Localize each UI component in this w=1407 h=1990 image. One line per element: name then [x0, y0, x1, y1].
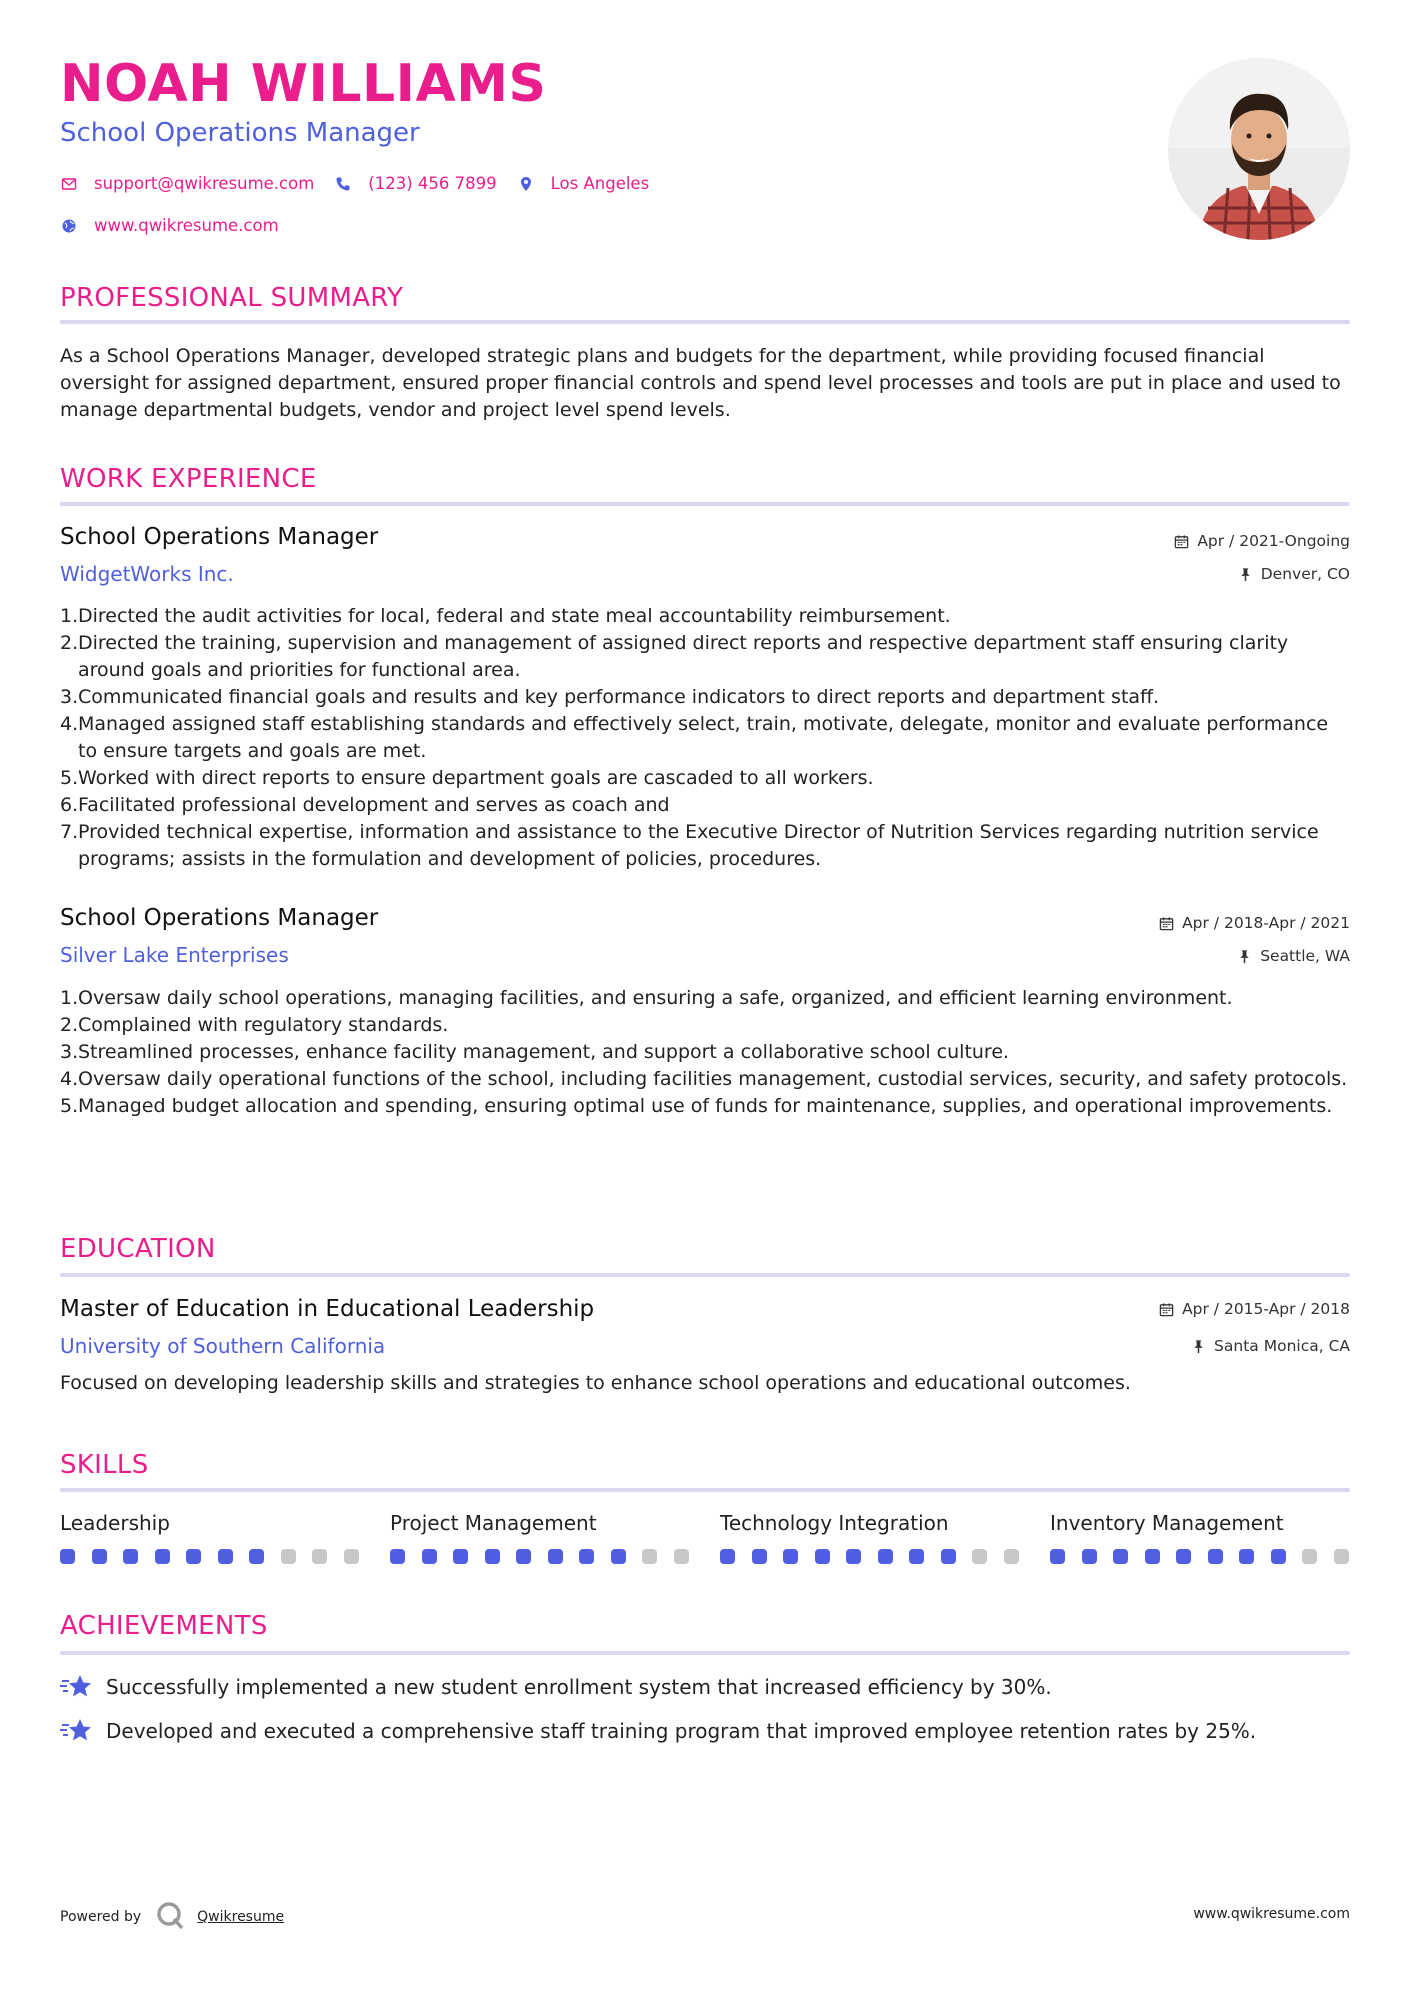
list-item: 5. Worked with direct reports to ensure department goals are cascaded to all workers.	[60, 767, 874, 789]
list-item: 1. Directed the audit activities for local, federal and state meal accountability reimbursement.	[60, 605, 951, 627]
rating-dot-filled	[123, 1549, 138, 1564]
pushpin-icon	[1191, 1339, 1206, 1354]
achievements-heading: ACHIEVEMENTS	[60, 1611, 268, 1641]
rating-dot-filled	[218, 1549, 233, 1564]
powered-by-label: Powered by	[60, 1909, 142, 1925]
job-2-title: School Operations Manager	[60, 905, 379, 931]
skill-1-label: Leadership	[60, 1511, 170, 1535]
pushpin-icon	[1238, 567, 1253, 582]
brand-link[interactable]: Qwikresume	[197, 1909, 285, 1925]
list-item: 3. Streamlined processes, enhance facility management, and support a collaborative school culture.	[60, 1041, 1010, 1063]
list-item: 6. Facilitated professional development and serves as coach and	[60, 794, 670, 816]
rating-dot-filled	[1176, 1549, 1191, 1564]
rating-dot-filled	[815, 1549, 830, 1564]
candidate-name: NOAH WILLIAMS	[60, 54, 547, 114]
rating-dot-filled	[548, 1549, 563, 1564]
skill-3-label: Technology Integration	[720, 1511, 949, 1535]
star-award-icon	[60, 1673, 92, 1701]
list-item: 3. Communicated financial goals and results and key performance indicators to direct reports and department staff.	[60, 686, 1160, 708]
education-dates-text: Apr / 2015-Apr / 2018	[1182, 1300, 1350, 1318]
contact-row-2	[60, 216, 279, 235]
rating-dot-filled	[60, 1549, 75, 1564]
achievement-2-text: Developed and executed a comprehensive staff training program that improved employee retention rates by 25%.	[106, 1719, 1257, 1743]
rating-dot-filled	[752, 1549, 767, 1564]
rating-dot-filled	[422, 1549, 437, 1564]
rating-dot-empty	[344, 1549, 359, 1564]
job-1-company: WidgetWorks Inc.	[60, 562, 234, 586]
rating-dot-filled	[909, 1549, 924, 1564]
list-item: 1. Oversaw daily school operations, managing facilities, and ensuring a safe, organized, and efficient learning environment.	[60, 987, 1233, 1009]
rating-dot-empty	[972, 1549, 987, 1564]
list-item: 4. Managed assigned staff establishing standards and effectively select, train, motivate, delegate, monitor and evaluate performance to ensure targets and goals are met.	[60, 713, 1329, 762]
job-1-location	[1238, 565, 1350, 584]
experience-divider	[60, 502, 1350, 506]
education-dates	[1159, 1300, 1350, 1319]
summary-heading: PROFESSIONAL SUMMARY	[60, 283, 404, 313]
job-2-dates-text: Apr / 2018-Apr / 2021	[1182, 914, 1350, 932]
job-1-dates-text: Apr / 2021-Ongoing	[1197, 532, 1350, 550]
skills-heading: SKILLS	[60, 1450, 149, 1480]
job-2-bullets	[60, 985, 1350, 1120]
location-pin-icon	[517, 175, 535, 193]
experience-heading: WORK EXPERIENCE	[60, 464, 317, 494]
star-award-icon	[60, 1717, 92, 1745]
achievement-1-text: Successfully implemented a new student enrollment system that increased efficiency by 30%.	[106, 1675, 1052, 1699]
footer-website[interactable]: www.qwikresume.com	[1193, 1906, 1350, 1922]
rating-dot-empty	[674, 1549, 689, 1564]
rating-dot-filled	[1145, 1549, 1160, 1564]
summary-divider	[60, 320, 1350, 324]
skill-2-label: Project Management	[390, 1511, 597, 1535]
footer-powered-by	[60, 1900, 284, 1934]
rating-dot-filled	[720, 1549, 735, 1564]
phone-icon	[334, 175, 352, 193]
skill-3-rating	[720, 1549, 1035, 1564]
rating-dot-filled	[186, 1549, 201, 1564]
list-item: 2. Directed the training, supervision and management of assigned direct reports and respective department staff ensuring clarity around goals and priorities for functional area.	[60, 632, 1289, 681]
calendar-icon	[1159, 916, 1174, 931]
rating-dot-empty	[281, 1549, 296, 1564]
rating-dot-filled	[1208, 1549, 1223, 1564]
rating-dot-empty	[312, 1549, 327, 1564]
rating-dot-filled	[249, 1549, 264, 1564]
job-2-company: Silver Lake Enterprises	[60, 943, 289, 967]
education-degree: Master of Education in Educational Leadership	[60, 1296, 595, 1322]
rating-dot-filled	[846, 1549, 861, 1564]
education-location-text: Santa Monica, CA	[1214, 1337, 1350, 1355]
achievement-2	[60, 1717, 1256, 1745]
candidate-role: School Operations Manager	[60, 118, 420, 148]
job-1-bullets	[60, 603, 1350, 873]
education-school: University of Southern California	[60, 1334, 386, 1358]
rating-dot-filled	[1113, 1549, 1128, 1564]
job-1-location-text: Denver, CO	[1260, 565, 1350, 583]
rating-dot-filled	[390, 1549, 405, 1564]
list-item: 5. Managed budget allocation and spending, ensuring optimal use of funds for maintenance, supplies, and operational improvements.	[60, 1095, 1333, 1117]
rating-dot-filled	[516, 1549, 531, 1564]
job-2-dates	[1159, 914, 1350, 933]
rating-dot-filled	[1050, 1549, 1065, 1564]
job-2-location-text: Seattle, WA	[1260, 947, 1350, 965]
qwikresume-logo-icon	[155, 1900, 185, 1934]
achievements-divider	[60, 1651, 1350, 1655]
website-link[interactable]: www.qwikresume.com	[94, 216, 279, 235]
globe-icon	[60, 217, 78, 235]
skill-4-rating	[1050, 1549, 1365, 1564]
job-2-location	[1237, 947, 1350, 966]
achievement-1	[60, 1673, 1052, 1701]
rating-dot-filled	[878, 1549, 893, 1564]
rating-dot-empty	[1302, 1549, 1317, 1564]
skill-1-rating	[60, 1549, 375, 1564]
summary-text: As a School Operations Manager, developed strategic plans and budgets for the department, while providing focused financial oversight for assigned department, ensured proper financial controls and spend level processes and tools are put in place and used to manage departmental budgets, vendor and project level spend levels.	[60, 345, 1341, 421]
email-link[interactable]: support@qwikresume.com	[94, 174, 315, 193]
rating-dot-filled	[155, 1549, 170, 1564]
list-item: 4. Oversaw daily operational functions of the school, including facilities management, custodial services, security, and safety protocols.	[60, 1068, 1348, 1090]
rating-dot-filled	[92, 1549, 107, 1564]
rating-dot-filled	[611, 1549, 626, 1564]
phone-number[interactable]: (123) 456 7899	[368, 174, 497, 193]
skills-divider	[60, 1488, 1350, 1492]
calendar-icon	[1159, 1302, 1174, 1317]
mail-icon	[60, 175, 78, 193]
list-item: 2. Complained with regulatory standards.	[60, 1014, 449, 1036]
profile-photo	[1168, 58, 1350, 240]
job-1-title: School Operations Manager	[60, 524, 379, 550]
resume-page	[60, 0, 1350, 1990]
job-1-dates	[1174, 532, 1350, 551]
rating-dot-filled	[783, 1549, 798, 1564]
education-heading: EDUCATION	[60, 1234, 216, 1264]
skill-2-rating	[390, 1549, 705, 1564]
rating-dot-filled	[1239, 1549, 1254, 1564]
calendar-icon	[1174, 534, 1189, 549]
rating-dot-empty	[1004, 1549, 1019, 1564]
education-location	[1191, 1337, 1350, 1356]
rating-dot-filled	[485, 1549, 500, 1564]
rating-dot-filled	[1082, 1549, 1097, 1564]
pushpin-icon	[1237, 949, 1252, 964]
rating-dot-filled	[941, 1549, 956, 1564]
contact-row-1	[60, 174, 649, 193]
rating-dot-filled	[1271, 1549, 1286, 1564]
rating-dot-filled	[453, 1549, 468, 1564]
rating-dot-empty	[1334, 1549, 1349, 1564]
education-description: Focused on developing leadership skills and strategies to enhance school operations and educational outcomes.	[60, 1372, 1131, 1394]
location-text: Los Angeles	[550, 174, 650, 193]
education-divider	[60, 1273, 1350, 1277]
skill-4-label: Inventory Management	[1050, 1511, 1284, 1535]
rating-dot-empty	[642, 1549, 657, 1564]
list-item: 7. Provided technical expertise, information and assistance to the Executive Director of Nutrition Services regarding nutrition service programs; assists in the formulation and development of policies, procedures.	[60, 821, 1319, 870]
rating-dot-filled	[579, 1549, 594, 1564]
